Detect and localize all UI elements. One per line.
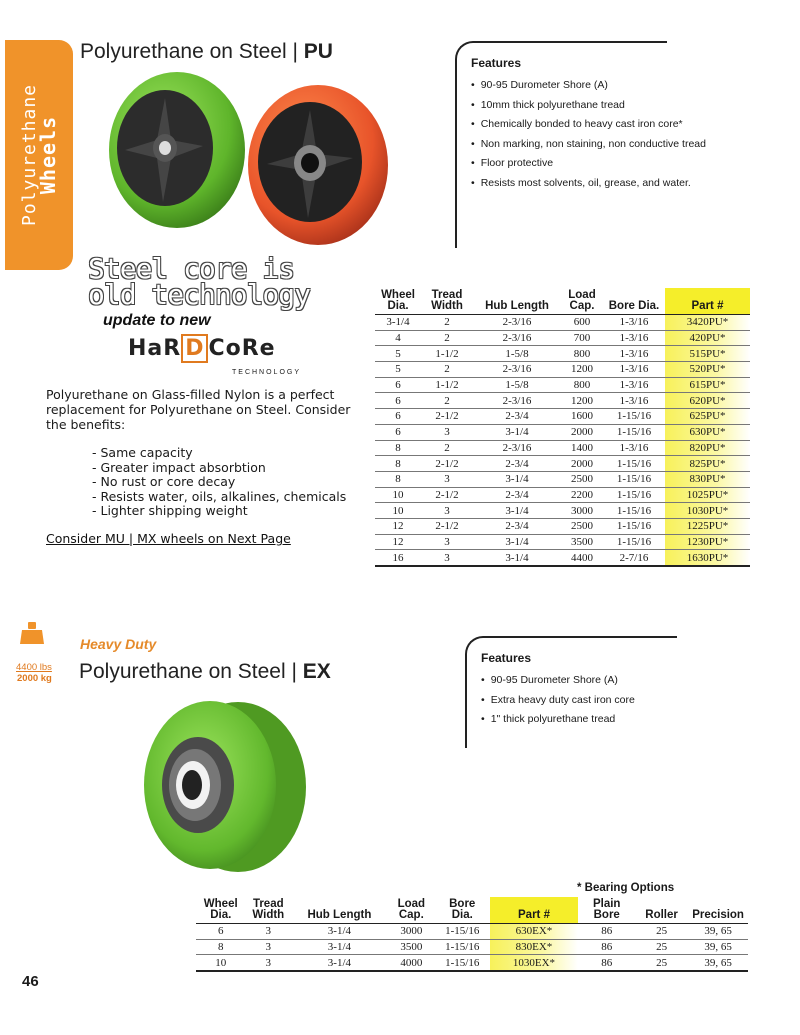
heavy-duty-label: Heavy Duty <box>80 636 157 652</box>
table-cell: 2-1/2 <box>421 487 473 503</box>
pu-wheels-image <box>105 70 395 255</box>
table-cell: 3 <box>245 939 291 955</box>
table-cell: 1-15/16 <box>603 487 665 503</box>
col-part-number: Part # <box>665 288 750 315</box>
col-hub-length: Hub Length <box>473 288 561 315</box>
table-cell: 10 <box>375 503 421 519</box>
table-row <box>375 424 750 440</box>
col-load-cap: Load Cap. <box>388 897 435 924</box>
table-cell: 3500 <box>388 939 435 955</box>
col-tread-width: Tread Width <box>421 288 473 315</box>
ex-feature-item: • Extra heavy duty cast iron core <box>481 691 677 711</box>
table-cell: 1-3/16 <box>603 377 665 393</box>
table-cell: 1-5/8 <box>473 377 561 393</box>
table-cell: 16 <box>375 550 421 566</box>
table-cell: 2-3/16 <box>473 362 561 378</box>
table-cell: 1400 <box>561 440 603 456</box>
table-cell: 4 <box>375 330 421 346</box>
table-row <box>375 346 750 362</box>
table-cell: 8 <box>375 440 421 456</box>
table-row <box>375 487 750 503</box>
ex-features-box <box>465 636 677 748</box>
table-cell: 2-3/16 <box>473 330 561 346</box>
col-plain-bore: Plain Bore <box>578 897 635 924</box>
table-cell: 3 <box>421 550 473 566</box>
table-cell: 1-1/2 <box>421 346 473 362</box>
table-cell: 86 <box>578 955 635 971</box>
pu-intro-text: Polyurethane on Glass-filled Nylon is a perfect replacement for Polyurethane on Steel. Consider the benefits: <box>46 387 351 432</box>
table-cell: 3-1/4 <box>473 424 561 440</box>
table-row <box>375 456 750 472</box>
table-cell: 3-1/4 <box>291 955 388 971</box>
ex-table-header <box>196 897 748 924</box>
table-cell: 6 <box>196 924 245 940</box>
pu-feature-item: • 10mm thick polyurethane tread <box>471 96 667 116</box>
weight-icon <box>19 620 45 646</box>
table-cell: 2-7/16 <box>603 550 665 566</box>
pu-feature-item: • Resists most solvents, oil, grease, and water. <box>471 174 667 194</box>
pu-feature-item: • Non marking, non staining, non conductive tread <box>471 135 667 155</box>
table-cell: 1-3/16 <box>603 346 665 362</box>
benefits-list <box>92 446 346 519</box>
table-cell: 6 <box>375 393 421 409</box>
hardcore-logo: HaR D CoRe <box>128 336 276 361</box>
update-text: update to new <box>103 312 211 329</box>
table-cell: 2-3/4 <box>473 518 561 534</box>
benefit-item: - Lighter shipping weight <box>92 503 248 518</box>
col-part-number: Part # <box>490 897 579 924</box>
benefit-item: - Resists water, oils, alkalines, chemicals <box>92 488 347 504</box>
steel-line2: old technology <box>88 278 311 311</box>
table-row <box>375 534 750 550</box>
table-cell: 1-15/16 <box>435 939 490 955</box>
table-cell: 10 <box>196 955 245 971</box>
table-cell: 2000 <box>561 456 603 472</box>
col-wheel-dia: Wheel Dia. <box>375 288 421 315</box>
part-number-cell: 625PU* <box>665 409 750 425</box>
part-number-cell: 825PU* <box>665 456 750 472</box>
capacity-lbs: 4400 lbs <box>16 662 52 673</box>
pu-features-title: Features <box>471 56 522 70</box>
table-cell: 25 <box>635 939 688 955</box>
table-cell: 8 <box>196 939 245 955</box>
table-cell: 1-3/16 <box>603 315 665 331</box>
benefit-item: - Greater impact absorbtion <box>92 459 266 475</box>
part-number-cell: 820PU* <box>665 440 750 456</box>
part-number-cell: 1030PU* <box>665 503 750 519</box>
pu-feature-item: • 90-95 Durometer Shore (A) <box>471 76 667 96</box>
table-cell: 600 <box>561 315 603 331</box>
side-tab-line2: Wheels <box>36 115 60 195</box>
table-cell: 3 <box>421 424 473 440</box>
table-cell: 2200 <box>561 487 603 503</box>
table-cell: 3-1/4 <box>473 550 561 566</box>
table-cell: 39, 65 <box>688 924 748 940</box>
part-number-cell: 830PU* <box>665 471 750 487</box>
table-cell: 1-15/16 <box>435 955 490 971</box>
col-wheel-dia: Wheel Dia. <box>196 897 245 924</box>
part-number-cell: 520PU* <box>665 362 750 378</box>
table-cell: 3 <box>245 955 291 971</box>
table-cell: 2000 <box>561 424 603 440</box>
side-tab-line1: Polyurethane <box>19 83 40 227</box>
part-number-cell: 620PU* <box>665 393 750 409</box>
table-cell: 2-3/4 <box>473 456 561 472</box>
table-cell: 2-1/2 <box>421 456 473 472</box>
page-number: 46 <box>22 973 39 990</box>
category-side-tab[interactable] <box>5 40 73 270</box>
steel-core-graphic <box>88 252 311 311</box>
table-cell: 2-3/4 <box>473 487 561 503</box>
part-number-cell: 420PU* <box>665 330 750 346</box>
table-cell: 2 <box>421 330 473 346</box>
part-number-cell: 3420PU* <box>665 315 750 331</box>
table-cell: 4400 <box>561 550 603 566</box>
table-cell: 25 <box>635 924 688 940</box>
table-row <box>375 393 750 409</box>
table-cell: 2500 <box>561 518 603 534</box>
col-bore-dia: Bore Dia. <box>435 897 490 924</box>
part-number-cell: 1230PU* <box>665 534 750 550</box>
table-cell: 2-3/16 <box>473 440 561 456</box>
table-cell: 1-15/16 <box>603 471 665 487</box>
table-cell: 1600 <box>561 409 603 425</box>
table-cell: 1-15/16 <box>603 409 665 425</box>
ex-table-body <box>196 924 748 972</box>
table-cell: 1-15/16 <box>435 924 490 940</box>
table-cell: 12 <box>375 518 421 534</box>
table-row <box>375 550 750 566</box>
table-cell: 3-1/4 <box>473 471 561 487</box>
part-number-cell: 1630PU* <box>665 550 750 566</box>
table-cell: 10 <box>375 487 421 503</box>
table-cell: 1-15/16 <box>603 518 665 534</box>
benefit-item: - Same capacity <box>92 445 193 460</box>
table-cell: 2-3/16 <box>473 393 561 409</box>
table-cell: 2500 <box>561 471 603 487</box>
table-cell: 3-1/4 <box>291 939 388 955</box>
part-number-cell: 630EX* <box>490 924 579 940</box>
part-number-cell: 515PU* <box>665 346 750 362</box>
ex-features-list <box>467 671 677 730</box>
table-cell: 800 <box>561 346 603 362</box>
capacity-kg: 2000 kg <box>17 673 52 684</box>
table-cell: 6 <box>375 377 421 393</box>
ex-feature-item: • 1" thick polyurethane tread <box>481 710 677 730</box>
col-bore-dia: Bore Dia. <box>603 288 665 315</box>
pu-section-title: Polyurethane on Steel | PU <box>80 40 333 63</box>
ex-features-title: Features <box>481 651 532 665</box>
table-cell: 1-15/16 <box>603 503 665 519</box>
table-cell: 1-15/16 <box>603 424 665 440</box>
table-cell: 800 <box>561 377 603 393</box>
table-cell: 3 <box>245 924 291 940</box>
pu-features-list <box>457 76 706 193</box>
ex-feature-item: • 90-95 Durometer Shore (A) <box>481 671 677 691</box>
table-cell: 1200 <box>561 362 603 378</box>
table-cell: 6 <box>375 424 421 440</box>
table-row <box>196 939 748 955</box>
pu-features-box <box>455 41 706 248</box>
table-cell: 12 <box>375 534 421 550</box>
pu-feature-item: • Floor protective <box>471 154 667 174</box>
table-cell: 1-15/16 <box>603 534 665 550</box>
hardcore-technology-label: TECHNOLOGY <box>232 369 302 376</box>
table-cell: 3000 <box>561 503 603 519</box>
table-cell: 1-5/8 <box>473 346 561 362</box>
table-cell: 1-15/16 <box>603 456 665 472</box>
table-row <box>375 377 750 393</box>
table-cell: 3500 <box>561 534 603 550</box>
table-cell: 3 <box>421 471 473 487</box>
pu-table-body <box>375 315 750 567</box>
steel-line1: Steel core is <box>88 252 295 285</box>
table-cell: 3-1/4 <box>473 534 561 550</box>
col-roller: Roller <box>635 897 688 924</box>
table-cell: 1-3/16 <box>603 362 665 378</box>
table-cell: 1-1/2 <box>421 377 473 393</box>
table-row <box>375 315 750 331</box>
table-cell: 5 <box>375 346 421 362</box>
table-row <box>375 518 750 534</box>
table-cell: 2-3/16 <box>473 315 561 331</box>
table-row <box>375 440 750 456</box>
table-cell: 2 <box>421 315 473 331</box>
table-row <box>196 955 748 971</box>
pu-feature-item: • Chemically bonded to heavy cast iron core* <box>471 115 667 135</box>
table-row <box>375 330 750 346</box>
col-precision: Precision <box>688 897 748 924</box>
bearing-options-title: * Bearing Options <box>577 882 675 894</box>
benefit-item: - No rust or core decay <box>92 474 236 489</box>
table-row <box>375 471 750 487</box>
table-cell: 8 <box>375 471 421 487</box>
ex-wheel-image <box>138 697 308 877</box>
table-cell: 2-3/4 <box>473 409 561 425</box>
table-cell: 2 <box>421 440 473 456</box>
table-cell: 3-1/4 <box>473 503 561 519</box>
col-hub-length: Hub Length <box>291 897 388 924</box>
table-cell: 86 <box>578 939 635 955</box>
table-cell: 3-1/4 <box>291 924 388 940</box>
table-row <box>196 924 748 940</box>
table-row <box>375 362 750 378</box>
table-cell: 2-1/2 <box>421 409 473 425</box>
col-load-cap: Load Cap. <box>561 288 603 315</box>
table-cell: 1-3/16 <box>603 330 665 346</box>
table-cell: 1200 <box>561 393 603 409</box>
table-cell: 39, 65 <box>688 939 748 955</box>
table-cell: 4000 <box>388 955 435 971</box>
part-number-cell: 1225PU* <box>665 518 750 534</box>
table-cell: 39, 65 <box>688 955 748 971</box>
table-cell: 2 <box>421 393 473 409</box>
part-number-cell: 630PU* <box>665 424 750 440</box>
table-cell: 6 <box>375 409 421 425</box>
col-tread-width: Tread Width <box>245 897 291 924</box>
table-cell: 3-1/4 <box>375 315 421 331</box>
ex-spec-table <box>196 897 748 972</box>
table-cell: 3000 <box>388 924 435 940</box>
part-number-cell: 1025PU* <box>665 487 750 503</box>
part-number-cell: 1030EX* <box>490 955 579 971</box>
table-row <box>375 503 750 519</box>
table-cell: 2 <box>421 362 473 378</box>
table-cell: 8 <box>375 456 421 472</box>
ex-section-title: Polyurethane on Steel | EX <box>79 660 331 683</box>
table-cell: 1-3/16 <box>603 393 665 409</box>
part-number-cell: 830EX* <box>490 939 579 955</box>
table-cell: 2-1/2 <box>421 518 473 534</box>
table-cell: 1-3/16 <box>603 440 665 456</box>
pu-spec-table <box>375 288 750 567</box>
table-cell: 700 <box>561 330 603 346</box>
pu-table-header <box>375 288 750 315</box>
table-cell: 25 <box>635 955 688 971</box>
part-number-cell: 615PU* <box>665 377 750 393</box>
table-cell: 3 <box>421 534 473 550</box>
table-row <box>375 409 750 425</box>
table-cell: 3 <box>421 503 473 519</box>
table-cell: 86 <box>578 924 635 940</box>
consider-mu-mx-link[interactable]: Consider MU | MX wheels on Next Page <box>46 531 291 546</box>
table-cell: 5 <box>375 362 421 378</box>
